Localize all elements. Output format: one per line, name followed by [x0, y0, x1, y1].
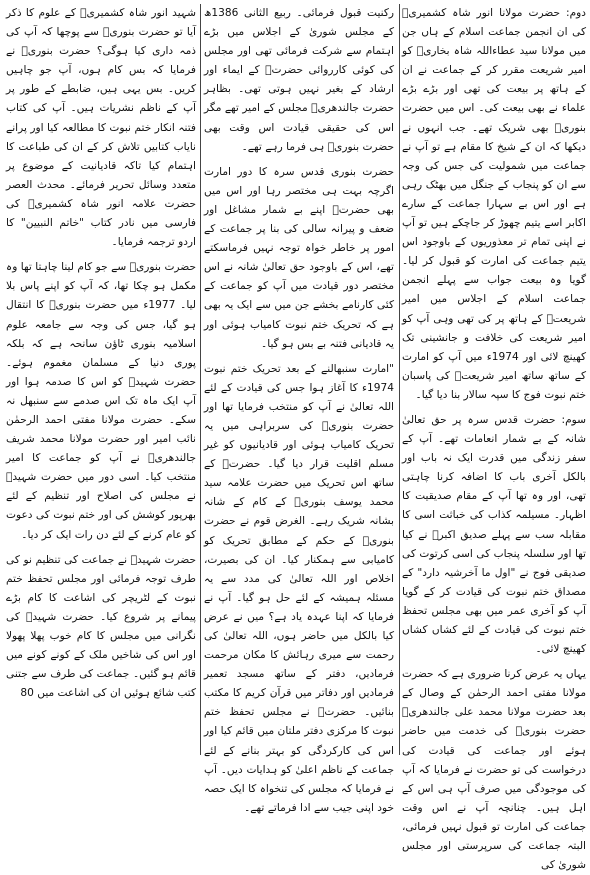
paragraph: شہید انور شاہ کشمیریؒ کے علوم کا ذکر آیا تو حضرت بنوریؒ سے پوچھا کہ آپ کی ذمہ داری کیا ہوگی؟ حضرت بنوریؒ نے فرمایا کہ بس کام ہوں، آپ جو چاہیں کریں۔ بس یہی ہیں، ضابطے کے طور پر آپ کے ناظم نشریات ہیں۔ آپ کی کتاب فتنہ انکار ختم نبوت کا مطالعہ کیا اور پرانے نایاب کتابیں تلاش کر کے ان کی طباعت کا اہتمام کیا تاکہ قادیانیت کے موضوع پر متعدد وسائل تحریر فرمائے۔ محدث العصر حضرت علامہ انور شاہ کشمیریؒ کی فارسی میں نادر کتاب "خاتم النبیین" کا اردو ترجمہ فرمایا۔ — [6, 7, 196, 249]
column-right — [402, 4, 586, 872]
paragraph: حضرت بنوری قدس سرہ کا دور امارت اگرچہ بہت ہی مختصر رہا اور اس میں بھی حضرتؒ اپنے بے شمار مشاغل اور ضعف و پیرانہ سالی کی بنا پر جماعت کے امور پر خاطر خواہ توجہ نہیں فرماسکتے تھے، اس کے باوجود حق تعالیٰ شانہ نے اس مختصر دور قیادت میں آپ کو جماعت کے کئی کارنامے بخشے جن میں سے ایک یہ بھی ہے کہ تحریک ختم نبوت کامیاب ہوئی اور یہ قادیانی فتنہ بے بس ہو گیا۔ — [204, 165, 394, 350]
column-left — [6, 4, 196, 755]
paragraph: حضرت شہیدؒ نے جماعت کی تنظیم نو کی طرف توجہ فرمائی اور مجلس تحفظ ختم نبوت کے لٹریچر کی اشاعت کا کام بڑے پیمانے پر شروع کیا۔ حضرت شہیدؒ کی نگرانی میں مجلس کا کام خوب پھلا پھولا اور اس کی شاخیں ملک کے کونے کونے میں قائم ہو گئیں۔ جماعت کی طرف سے جتنی کتب شائع ہوئیں ان کی اشاعت میں 80 — [6, 553, 196, 700]
paragraph: رکنیت قبول فرمائی۔ ربیع الثانی 1386ھ کے مجلس شوریٰ کے اجلاس میں بڑے اہتمام سے شرکت فرمائی تھی اور مجلس کی کوئی کارروائی حضرتؒ کے ایماء اور ارشاد کے بغیر نہیں ہوتی تھی۔ بظاہر حضرت جالندھریؒ مجلس کے امیر تھے مگر اس کی حقیقی قیادت اس وقت بھی حضرت بنوریؒ ہی فرما رہے تھے۔ — [204, 7, 394, 153]
paragraph: یہاں یہ عرض کرنا ضروری ہے کہ حضرت مولانا مفتی احمد الرحمٰن کے وصال کے بعد حضرت مولانا محمد علی جالندھریؒ حضرت بنوریؒ کی خدمت میں حاضر ہوئے اور جماعت کی قیادت کی درخواست کی تو حضرت نے فرمایا کہ آپ کی موجودگی میں صرف آپ ہی اس کے اہل ہیں۔ چنانچہ آپ نے اس وقت جماعت کی امارت تو قبول نہیں فرمائی، البتہ جماعت کی سرپرستی اور مجلس شوریٰ کی — [402, 668, 586, 872]
paragraph: دوم: حضرت مولانا انور شاہ کشمیریؒ کی ان انجمن جماعت اسلام کے ہاں جن میں مولانا سید عطاءاللہ شاہ بخاریؒ کو امیر شریعت مقرر کر کے جماعت نے ان کے ہاتھ پر بیعت کی تھی اور بڑے بڑے علماء نے بھی بیعت کی۔ اس میں حضرت بنوریؒ بھی شریک تھے۔ جب انہوں نے دیکھا کہ ان کے شیخ کا مقام ہے تو آپ نے جماعت میں شمولیت کی جس کی وجہ سے ان کو پنجاب کے جنگل میں بھٹک رہی ہے اور اس بے سہارا جماعت کے سارے اکابر اسے یتیم چھوڑ کر جاچکے ہیں تو آپ نے اپنی تمام تر معذوریوں کے باوجود اس یتیم جماعت کی امارت کو قبول کر لیا۔ گویا وہ بیعت جواب سے پہلے انجمن جماعت اسلام کے اجلاس میں امیر شریعتؒ کے ہاتھ پر کی تھی وہی آپ کو امیر شریعت کی خلافت و جانشینی تک کھینچ لائی اور 1974ء میں آپ کو امارت کے ساتھ ساتھ امیر شریعتؒ کی پاسبان ختم نبوت فوج کا سپہ سالار بنا دیا گیا۔ — [402, 7, 586, 401]
column-divider — [399, 4, 400, 755]
paragraph: حضرت بنوریؒ سے جو کام لینا چاہتا تھا وہ مکمل ہو چکا تھا، کہ آپ کو اپنے پاس بلا لیا۔ 1977ء میں حضرت بنوریؒ کا انتقال ہو گیا، جس کی وجہ سے جامعہ علوم اسلامیہ بنوری ٹاؤن سانحہ ہے کہ بلکہ پوری دنیا کے مسلمان مغموم ہوئے۔ حضرت شہیدؒ کو اس کا صدمہ ہوا اور آپ ایک ماہ تک اس صدمے سے سنبھل نہ سکے۔ حضرت مولانا مفتی احمد الرحمٰن نائب امیر اور حضرت مولانا محمد شریف جالندھریؒ نے آپ کو جماعت کا امیر منتخب کیا۔ اسی دور میں حضرت شہیدؒ نے مجلس کی اصلاح اور تنظیم کے لئے بھرپور کوشش کی اور ختم نبوت کی دعوت کو عام کرنے کے لئے دن رات ایک کر دیا۔ — [6, 261, 196, 541]
paragraph: "امارت سنبھالنے کے بعد تحریک ختم نبوت 1974ء کا آغاز ہوا جس کی قیادت کے لئے اللہ تعالیٰ نے آپ کو منتخب فرمایا تھا اور حضرت بنوریؒ کی سربراہی میں یہ تحریک کامیاب ہوئی اور قادیانیوں کو غیر مسلم اقلیت قرار دیا گیا۔ حضرتؒ کے ساتھ اس تحریک میں حضرت علامہ سید محمد یوسف بنوریؒ کے کام کے شانہ بشانہ شریک رہے۔ الغرض قوم نے حضرت بنوریؒ کے حکم کے مطابق تحریک کو کامیابی سے ہمکنار کیا۔ ان کی بصیرت، اخلاص اور اللہ تعالیٰ کی مدد سے یہ مسئلہ ہمیشہ کے لئے حل ہو گیا۔ آپ نے فرمایا کہ اپنا عہدہ یاد ہے؟ میں نے عرض کیا بالکل میں حاضر ہوں، اللہ تعالیٰ کی رحمت سے میری رہائش کا مکان مرحمت فرمادیں، دفتر کے ساتھ مسجد تعمیر فرمادیں اور دفاتر میں قرآن کریم کا مکتب بنائیں۔ حضرتؒ نے مجلس تحفظ ختم نبوت کا مرکزی دفتر ملتان میں قائم کیا اور اس کی کارکردگی کو بہتر بنانے کے لئے جماعت کے ناظم اعلیٰ کو ہدایات دیں۔ آپ نے فرمایا کہ مجلس کی تنخواہ کا ایک حصہ خود اپنی جیب سے ادا فرماتے تھے۔ — [204, 362, 394, 814]
column-divider — [200, 4, 201, 755]
column-middle — [204, 4, 394, 814]
paragraph: سوم: حضرت قدس سرہ پر حق تعالیٰ شانہ کے بے شمار انعامات تھے۔ آپ کے سفر زندگی میں قدرت ایک نہ باب اور بالکل آخری باب کا اضافہ کرنا چاہتی تھی، اور وہ تھا آپ کے مقام صدیقیت کا اظہار۔ مسیلمہ کذاب کی خباثت اسی کا مقابلہ سب سے پہلے صدیق اکبرؓ نے کیا تھا اور سلسلہ پنجاب کی اسی کرتوت کی صدیقی فوج نے "اول ما آخرشیہ دارد" کے مصداق ختم نبوت کی قیادت کر کے گویا آپ کو آخری عمر میں بھی مجلس تحفظ ختم نبوت کی قیادت کے لئے کشاں کشاں کھینچ لائی۔ — [402, 413, 586, 656]
